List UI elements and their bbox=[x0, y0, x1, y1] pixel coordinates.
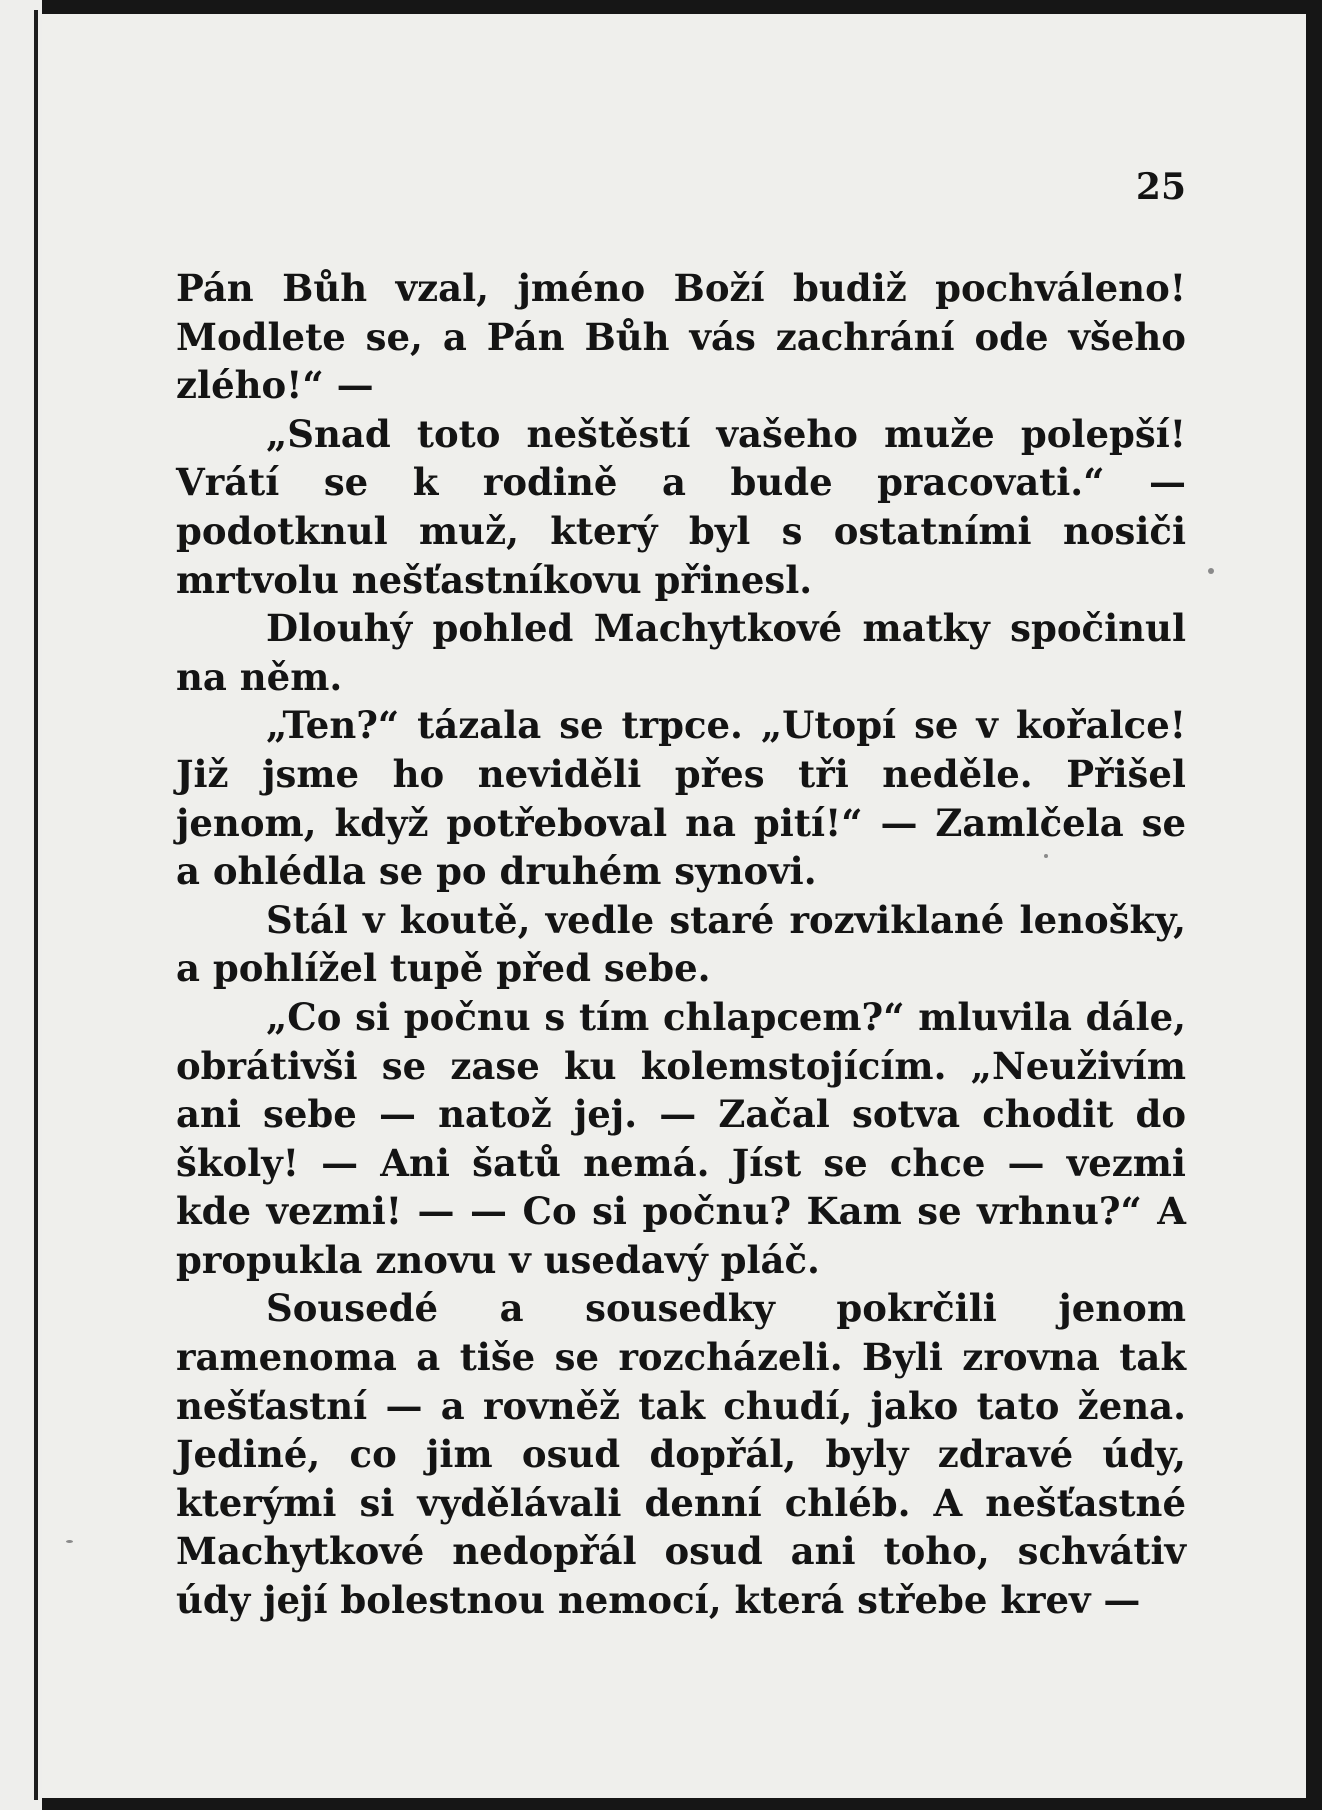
book-page bbox=[42, 14, 1306, 1798]
paper-speck bbox=[1208, 568, 1214, 574]
paragraph: „Co si počnu s tím chlapcem?“ mluvila dále, obrátivši se zase ku kolemstojícím. „Neuživím ani sebe — natož jej. — Začal sotva chodit do školy! — Ani šatů nemá. Jíst se chce — vezmi kde vezmi! — — Co si počnu? Kam se vrhnu?“ A propukla znovu v usedavý pláč. bbox=[176, 994, 1186, 1282]
paper-speck bbox=[1044, 854, 1048, 858]
paragraph-continuation: Pán Bůh vzal, jméno Boží budiž pochváleno! Modlete se, a Pán Bůh vás zachrání ode všeho zlého!“ — bbox=[176, 266, 1186, 408]
body-text bbox=[176, 264, 1186, 1625]
paper-speck bbox=[66, 1540, 73, 1543]
paragraph: „Snad toto neštěstí vašeho muže polepší! Vrátí se k rodině a bude pracovati.“ — podotknul muž, který byl s ostatními nosiči mrtvolu nešťastníkovu přinesl. bbox=[176, 411, 1186, 602]
paragraph: Sousedé a sousedky pokrčili jenom ramenoma a tiše se rozcházeli. Byli zrovna tak nešťastní — a rovněž tak chudí, jako tato žena. Jediné, co jim osud dopřál, byly zdravé údy, kterými si vydělávali denní chléb. A nešťastné Machytkové nedopřál osud ani toho, schvátiv údy její bolestnou nemocí, která střebe krev — bbox=[176, 1286, 1186, 1623]
page-number: 25 bbox=[1135, 166, 1186, 208]
paragraph: Dlouhý pohled Machytkové matky spočinul na něm. bbox=[176, 606, 1186, 699]
binding-line bbox=[34, 10, 38, 1800]
paragraph: Stál v koutě, vedle staré rozviklané lenošky, a pohlížel tupě před sebe. bbox=[176, 897, 1186, 991]
paragraph: „Ten?“ tázala se trpce. „Utopí se v kořalce! Již jsme ho neviděli přes tři neděle. Přišel jenom, když potřeboval na pití!“ — Zamlčela se a ohlédla se po druhém synovi. bbox=[176, 703, 1186, 894]
